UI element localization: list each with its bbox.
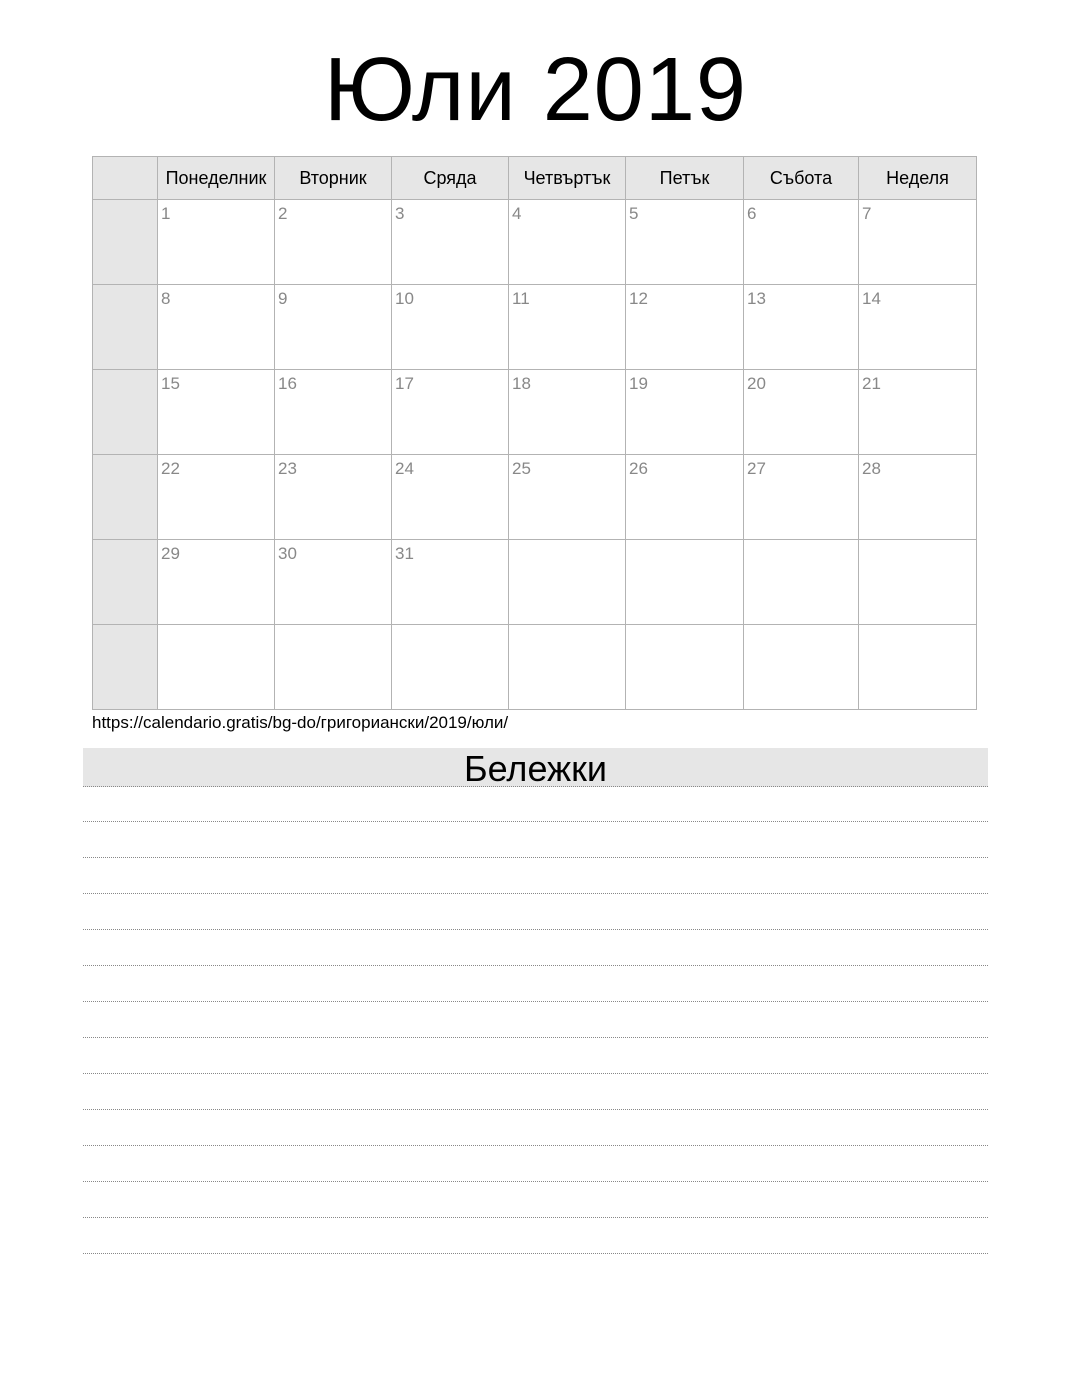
day-cell [509, 625, 626, 710]
day-number: 19 [629, 374, 648, 393]
day-number: 23 [278, 459, 297, 478]
day-cell [158, 285, 275, 370]
day-cell [509, 455, 626, 540]
day-cell [626, 540, 744, 625]
note-line [83, 1002, 988, 1038]
day-number: 17 [395, 374, 414, 393]
day-number [392, 625, 508, 630]
day-number [626, 540, 743, 545]
weekday-header: Неделя [859, 157, 977, 200]
day-cell [158, 370, 275, 455]
day-cell [744, 455, 859, 540]
day-cell [158, 625, 275, 710]
day-number: 2 [278, 204, 288, 223]
day-cell [275, 285, 392, 370]
note-line [83, 1074, 988, 1110]
day-cell [859, 455, 977, 540]
day-number: 13 [747, 289, 766, 308]
day-number: 28 [862, 459, 881, 478]
day-number: 5 [629, 204, 639, 223]
day-number: 25 [512, 459, 531, 478]
day-number: 27 [747, 459, 766, 478]
day-cell [392, 625, 509, 710]
day-cell [626, 625, 744, 710]
notes-lines [83, 786, 988, 1254]
day-cell [859, 285, 977, 370]
day-number: 9 [278, 289, 288, 308]
week-row [93, 200, 977, 285]
day-number: 16 [278, 374, 297, 393]
day-number: 11 [512, 289, 530, 308]
source-url: https://calendario.gratis/bg-do/григориански/2019/юли/ [92, 713, 509, 732]
day-cell [744, 540, 859, 625]
weekday-header: Петък [626, 157, 744, 200]
weekday-header: Събота [744, 157, 859, 200]
day-number: 24 [395, 459, 414, 478]
day-cell [626, 370, 744, 455]
note-line [83, 1146, 988, 1182]
day-number: 31 [395, 544, 414, 563]
note-line [83, 822, 988, 858]
week-column-header [93, 157, 158, 200]
week-side-cell [93, 540, 158, 625]
note-line [83, 858, 988, 894]
day-cell [509, 540, 626, 625]
day-number: 12 [629, 289, 648, 308]
day-number [509, 625, 625, 630]
day-cell [158, 455, 275, 540]
note-line [83, 966, 988, 1002]
week-row [93, 540, 977, 625]
week-row [93, 285, 977, 370]
weekday-header-row [93, 157, 977, 200]
day-number: 18 [512, 374, 531, 393]
day-number: 29 [161, 544, 180, 563]
day-number: 15 [161, 374, 180, 393]
day-number: 10 [395, 289, 414, 308]
note-line [83, 1110, 988, 1146]
day-number [509, 540, 625, 545]
week-side-cell [93, 200, 158, 285]
day-cell [509, 200, 626, 285]
day-cell [626, 455, 744, 540]
day-cell [275, 625, 392, 710]
day-cell [744, 285, 859, 370]
day-cell [859, 200, 977, 285]
week-side-cell [93, 370, 158, 455]
week-row [93, 455, 977, 540]
day-cell [744, 625, 859, 710]
day-cell [509, 370, 626, 455]
note-line [83, 930, 988, 966]
note-line [83, 1182, 988, 1218]
day-cell [859, 540, 977, 625]
day-number: 6 [747, 204, 757, 223]
note-line [83, 1038, 988, 1074]
day-number [744, 540, 858, 545]
week-side-cell [93, 285, 158, 370]
day-number [859, 540, 976, 545]
day-number: 8 [161, 289, 171, 308]
day-cell [392, 285, 509, 370]
day-cell [275, 370, 392, 455]
day-cell [626, 200, 744, 285]
day-number: 26 [629, 459, 648, 478]
week-side-cell [93, 455, 158, 540]
weekday-header: Четвъртък [509, 157, 626, 200]
day-number: 1 [161, 204, 171, 223]
day-cell [859, 370, 977, 455]
day-cell [626, 285, 744, 370]
weekday-header: Вторник [275, 157, 392, 200]
day-number: 7 [862, 204, 872, 223]
day-number: 21 [862, 374, 881, 393]
day-cell [275, 455, 392, 540]
week-row [93, 370, 977, 455]
day-number [626, 625, 743, 630]
day-cell [392, 200, 509, 285]
day-number [275, 625, 391, 630]
note-line [83, 786, 988, 822]
day-number: 22 [161, 459, 180, 478]
day-number: 4 [512, 204, 522, 223]
day-number [158, 625, 274, 630]
day-number: 20 [747, 374, 766, 393]
day-cell [509, 285, 626, 370]
note-line [83, 894, 988, 930]
day-cell [744, 200, 859, 285]
page-title: Юли 2019 [324, 40, 747, 140]
weekday-header: Понеделник [158, 157, 275, 200]
day-cell [744, 370, 859, 455]
weekday-header: Сряда [392, 157, 509, 200]
day-number [744, 625, 858, 630]
day-cell [859, 625, 977, 710]
day-number: 30 [278, 544, 297, 563]
day-number [859, 625, 976, 630]
day-cell [392, 455, 509, 540]
week-side-cell [93, 625, 158, 710]
day-cell [158, 540, 275, 625]
day-cell [275, 200, 392, 285]
day-number: 3 [395, 204, 405, 223]
notes-title: Бележки [83, 748, 988, 787]
day-cell [158, 200, 275, 285]
week-row [93, 625, 977, 710]
note-line [83, 1218, 988, 1254]
calendar-grid [92, 156, 977, 710]
day-number: 14 [862, 289, 881, 308]
day-cell [392, 540, 509, 625]
day-cell [392, 370, 509, 455]
day-cell [275, 540, 392, 625]
